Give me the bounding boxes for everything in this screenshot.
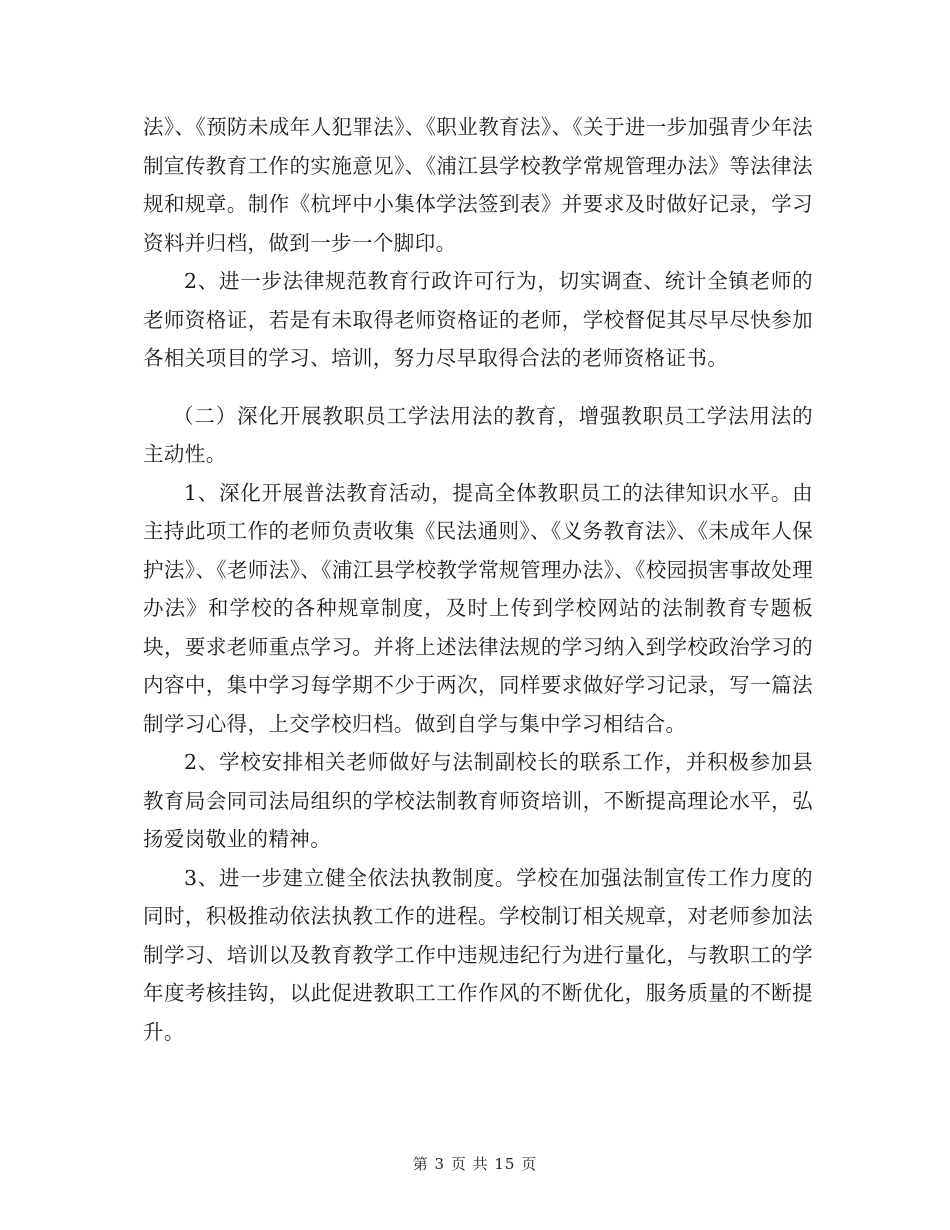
paragraph-item-2-liaison: 2、学校安排相关老师做好与法制副校长的联系工作，并积极参加县教育局会同司法局组织的学校法制教育师资培训，不断提高理论水平，弘扬爱岗敬业的精神。 — [143, 750, 813, 851]
paragraph-item-2-licensing: 2、进一步法律规范教育行政许可行为，切实调查、统计全镇老师的老师资格证，若是有未取得老师资格证的老师，学校督促其尽早尽快参加各相关项目的学习、培训，努力尽早取得合法的老师资格证书。 — [143, 269, 813, 370]
paragraph-laws-list: 法》、《预防未成年人犯罪法》、《职业教育法》、《关于进一步加强青少年法制宣传教育工作的实施意见》、《浦江县学校教学常规管理办法》等法律法规和规章。制作《杭坪中小集体学法签到表》并要求及时做好记录，学习资料并归档，做到一步一个脚印。 — [143, 115, 813, 255]
document-body — [143, 108, 813, 1051]
section-heading-2: （二）深化开展教职员工学法用法的教育，增强教职员工学法用法的主动性。 — [143, 403, 813, 466]
page-number-footer: 第 3 页 共 15 页 — [412, 1155, 538, 1173]
paragraph-item-3-system: 3、进一步建立健全依法执教制度。学校在加强法制宣传工作力度的同时，积极推动依法执教工作的进程。学校制订相关规章，对老师参加法制学习、培训以及教育教学工作中违规违纪行为进行量化，与教职工的学年度考核挂钩，以此促进教职工工作作风的不断优化，服务质量的不断提升。 — [143, 865, 813, 1044]
paragraph-item-1-education: 1、深化开展普法教育活动，提高全体教职员工的法律知识水平。由主持此项工作的老师负责收集《民法通则》、《义务教育法》、《未成年人保护法》、《老师法》、《浦江县学校教学常规管理办法》、《校园损害事故处理办法》和学校的各种规章制度，及时上传到学校网站的法制教育专题板块，要求老师重点学习。并将上述法律法规的学习纳入到学校政治学习的内容中，集中学习每学期不少于两次，同样要求做好学习记录，写一篇法制学习心得，上交学校归档。做到自学与集中学习相结合。 — [143, 480, 813, 736]
